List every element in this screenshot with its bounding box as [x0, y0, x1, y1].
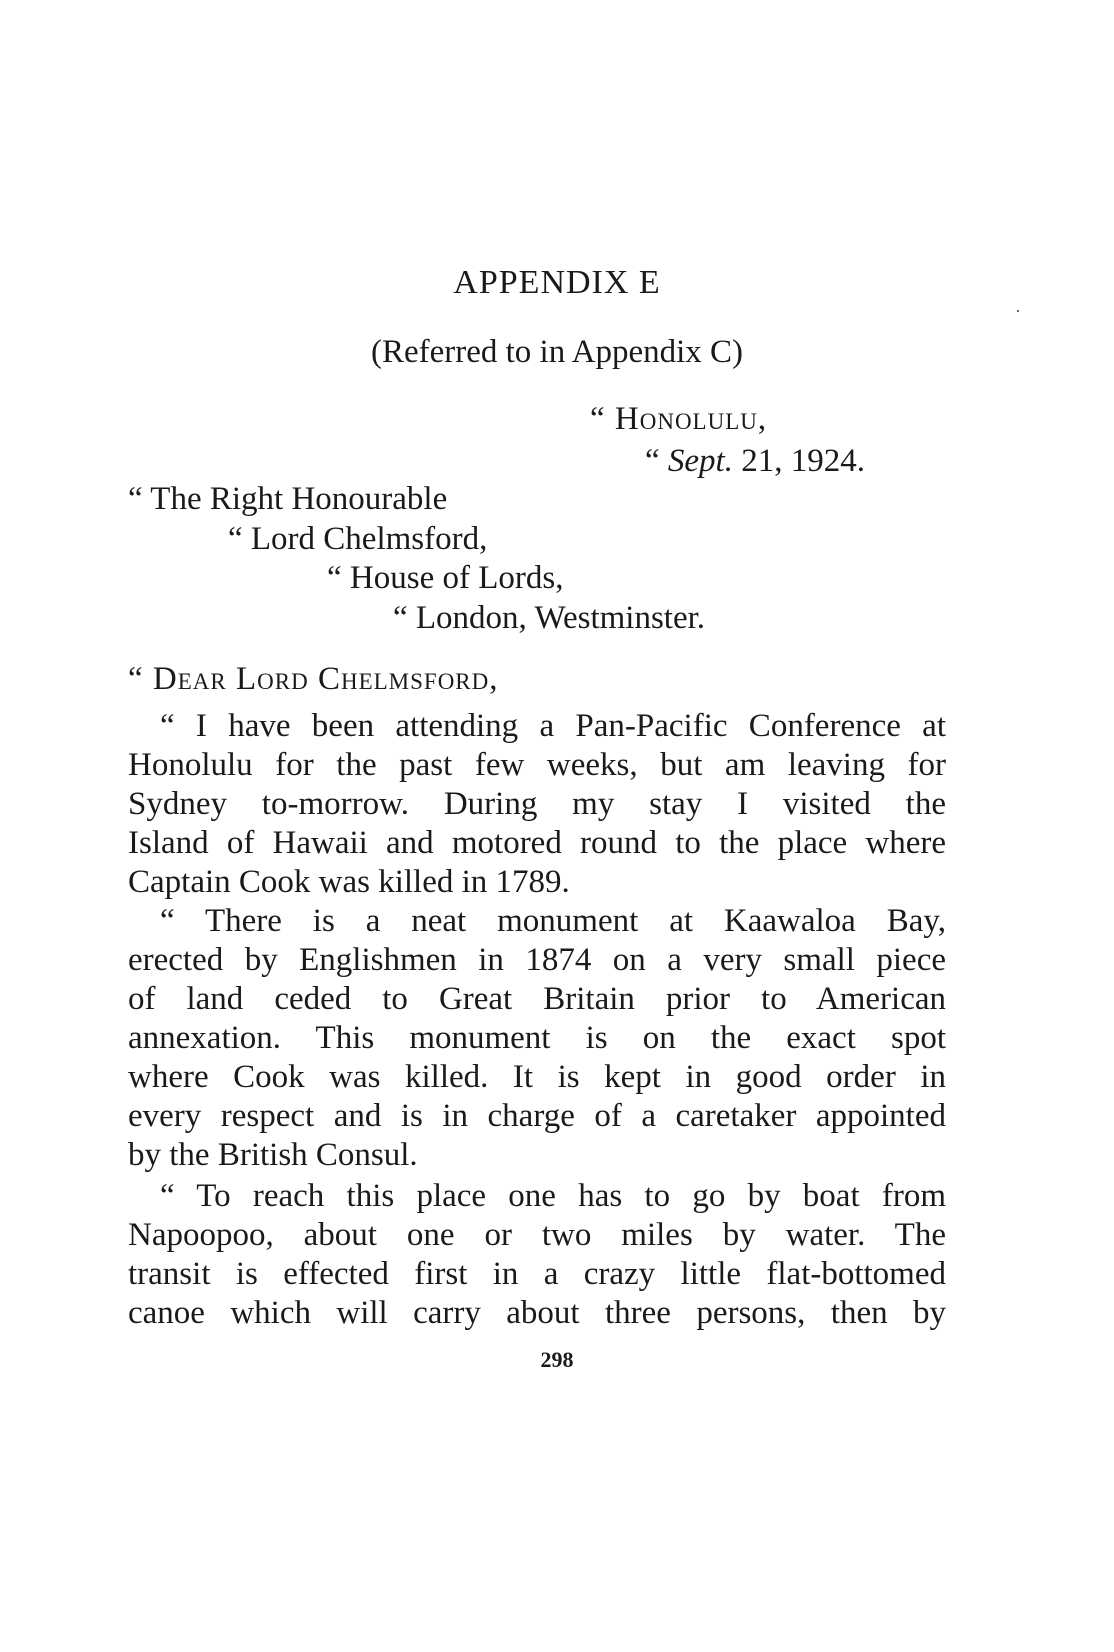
body-line: “ To reach this place one has to go by boat from — [160, 1178, 946, 1214]
address-line: “ The Right Honourable — [128, 481, 448, 517]
body-line: every respect and is in charge of a caretaker appointed — [128, 1098, 946, 1134]
body-line: Captain Cook was killed in 1789. — [128, 864, 570, 900]
dateline-date-rest: 21, 1924. — [732, 443, 865, 479]
scan-speck — [1017, 310, 1019, 312]
dateline-place: “ Honolulu, — [590, 401, 768, 437]
body-line: annexation. This monument is on the exact spot — [128, 1020, 946, 1056]
address-line: “ House of Lords, — [327, 560, 564, 596]
dateline-date-quote: “ — [645, 443, 668, 479]
body-line: of land ceded to Great Britain prior to American — [128, 981, 946, 1017]
body-line: where Cook was killed. It is kept in good order in — [128, 1059, 946, 1095]
body-line: “ There is a neat monument at Kaawaloa Bay, — [160, 903, 946, 939]
appendix-subheading: (Referred to in Appendix C) — [370, 334, 744, 370]
body-line: Napoopoo, about one or two miles by water. The — [128, 1217, 946, 1253]
body-line: erected by Englishmen in 1874 on a very small piece — [128, 942, 946, 978]
address-line: “ London, Westminster. — [393, 600, 706, 636]
body-line: Island of Hawaii and motored round to the place where — [128, 825, 946, 861]
body-line: “ I have been attending a Pan-Pacific Conference at — [160, 708, 946, 744]
dateline-date-month: Sept. — [667, 443, 733, 479]
body-line: Honolulu for the past few weeks, but am leaving for — [128, 747, 946, 783]
body-line: transit is effected first in a crazy little flat-bottomed — [128, 1256, 946, 1292]
body-line: canoe which will carry about three persons, then by — [128, 1295, 946, 1331]
body-line: Sydney to-morrow. During my stay I visited the — [128, 786, 946, 822]
salutation: “ Dear Lord Chelmsford, — [128, 661, 499, 697]
body-line: by the British Consul. — [128, 1137, 418, 1173]
appendix-heading: APPENDIX E — [453, 264, 661, 301]
page-number: 298 — [540, 1347, 574, 1372]
dateline-date — [645, 441, 865, 481]
address-line: “ Lord Chelmsford, — [228, 521, 488, 557]
